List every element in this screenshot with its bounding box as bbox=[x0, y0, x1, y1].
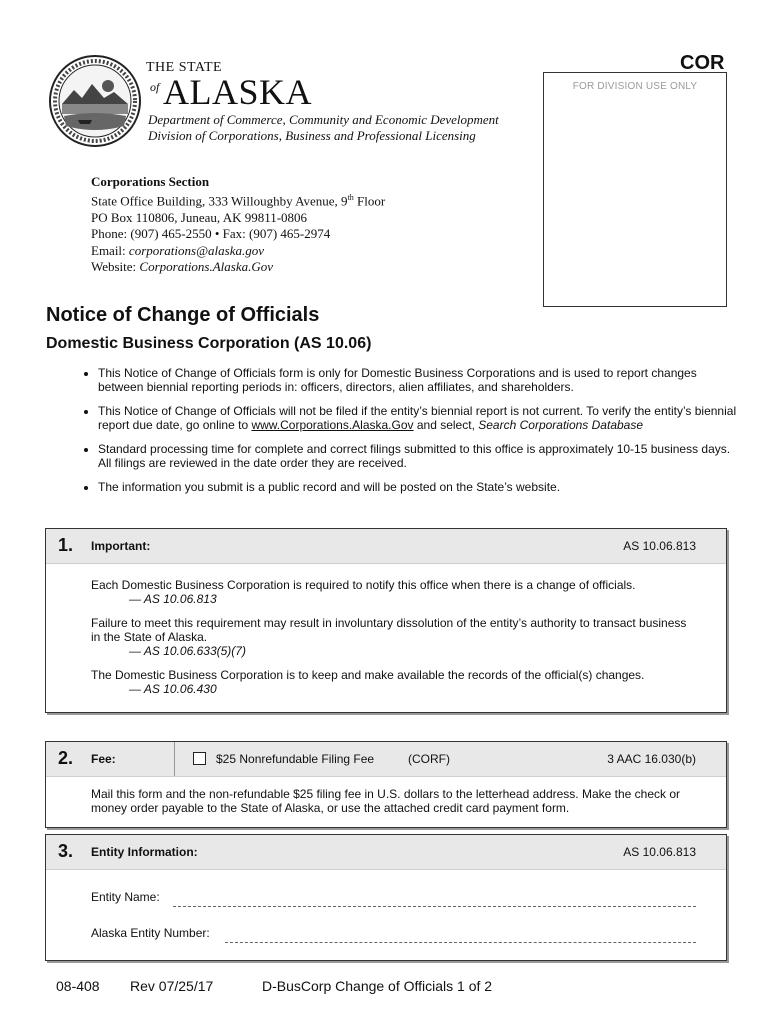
corporations-website-link[interactable]: www.Corporations.Alaska.Gov bbox=[251, 418, 414, 432]
section-fee bbox=[45, 741, 727, 828]
info-bullets bbox=[60, 366, 738, 504]
footer-revision: Rev 07/25/17 bbox=[130, 978, 214, 994]
footer-page: D-BusCorp Change of Officials 1 of 2 bbox=[262, 978, 493, 994]
contact-section-title: Corporations Section bbox=[91, 174, 210, 189]
header-department bbox=[148, 112, 499, 144]
contact-email: Email: corporations@alaska.gov bbox=[91, 242, 265, 258]
state-seal-logo bbox=[48, 54, 142, 148]
bullet-4: • The information you submit is a public record and will be posted on the State’s website. bbox=[98, 480, 738, 494]
mail-instructions: Mail this form and the non-refundable $25 filing fee in U.S. dollars to the letterhead address. Make the check or money order payable to the State of Alaska, or use the attached credit card payment form. bbox=[91, 787, 680, 815]
contact-website: Website: Corporations.Alaska.Gov bbox=[91, 258, 274, 274]
page-title: Notice of Change of Officials bbox=[46, 304, 320, 326]
division-use-label: FOR DIVISION USE ONLY bbox=[572, 81, 698, 92]
entity-number-label: Alaska Entity Number: bbox=[91, 926, 210, 940]
section-reference: AS 10.06.813 bbox=[623, 845, 696, 859]
fee-checkbox[interactable] bbox=[193, 752, 206, 765]
section-3-body bbox=[46, 870, 726, 960]
bullet-1: • This Notice of Change of Officials form is only for Domestic Business Corporations and is used to report changes between biennial reporting periods in: officers, directors, alien affiliates, and shareholders. bbox=[98, 366, 738, 394]
section-number: 2. bbox=[58, 748, 74, 768]
header-the-state: THE STATE bbox=[146, 60, 223, 75]
fee-divider bbox=[174, 742, 175, 776]
page-subtitle: Domestic Business Corporation (AS 10.06) bbox=[46, 335, 372, 352]
failure-text: Failure to meet this requirement may result in involuntary dissolution of the entity’s authority to transact business in the State of Alaska. — AS 10.06.633(5)(7) bbox=[91, 616, 687, 658]
section-1-body bbox=[46, 564, 726, 712]
section-label: Fee: bbox=[91, 752, 116, 766]
dept-line-2: Division of Corporations, Business and Professional Licensing bbox=[148, 128, 476, 143]
section-reference: 3 AAC 16.030(b) bbox=[607, 752, 696, 766]
section-2-header bbox=[46, 742, 726, 777]
section-important bbox=[45, 528, 727, 713]
section-number: 1. bbox=[58, 535, 74, 555]
website-link[interactable]: Corporations.Alaska.Gov bbox=[139, 258, 274, 274]
entity-number-line[interactable] bbox=[225, 942, 696, 943]
section-3-header bbox=[46, 835, 726, 870]
division-use-box bbox=[543, 72, 727, 307]
section-number: 3. bbox=[58, 841, 74, 861]
dept-line-1: Department of Commerce, Community and Economic Development bbox=[148, 112, 499, 127]
entity-name-field[interactable] bbox=[91, 884, 696, 920]
bullet-3: • Standard processing time for complete and correct filings submitted to this office is approximately 10-15 business days. All filings are reviewed in the date order they are received. bbox=[98, 442, 738, 470]
header-of: of bbox=[150, 80, 160, 94]
section-2-body bbox=[46, 777, 726, 827]
entity-name-line[interactable] bbox=[173, 906, 696, 907]
section-label: Important: bbox=[91, 539, 151, 553]
requirement-text: Each Domestic Business Corporation is required to notify this office when there is a change of officials. — AS 10.06.813 bbox=[91, 578, 636, 606]
contact-block bbox=[91, 174, 385, 275]
form-code: COR bbox=[680, 52, 725, 74]
section-entity-info bbox=[45, 834, 727, 961]
section-label: Entity Information: bbox=[91, 845, 198, 859]
section-reference: AS 10.06.813 bbox=[623, 539, 696, 553]
fee-amount: $25 Nonrefundable Filing Fee bbox=[216, 752, 375, 766]
entity-name-label: Entity Name: bbox=[91, 890, 160, 904]
entity-number-field[interactable] bbox=[91, 920, 696, 956]
contact-address-2: PO Box 110806, Juneau, AK 99811-0806 bbox=[91, 209, 308, 225]
contact-address-1: State Office Building, 333 Willoughby Avenue, 9th Floor bbox=[91, 193, 386, 209]
records-text: The Domestic Business Corporation is to keep and make available the records of the official(s) changes. — AS 10.06.430 bbox=[91, 668, 645, 696]
footer-form-number: 08-408 bbox=[56, 978, 100, 994]
header-alaska: ALASKA bbox=[163, 72, 313, 112]
section-1-header bbox=[46, 529, 726, 564]
fee-code: (CORF) bbox=[408, 752, 450, 766]
contact-phone: Phone: (907) 465-2550 • Fax: (907) 465-2974 bbox=[91, 226, 331, 242]
email-link[interactable]: corporations@alaska.gov bbox=[128, 242, 265, 258]
bullet-2: • This Notice of Change of Officials will not be filed if the entity’s biennial report is not current. To verify the entity’s biennial report due date, go online to www.Corporations.Alaska.Gov and select, Search Corporations Database bbox=[98, 404, 738, 432]
